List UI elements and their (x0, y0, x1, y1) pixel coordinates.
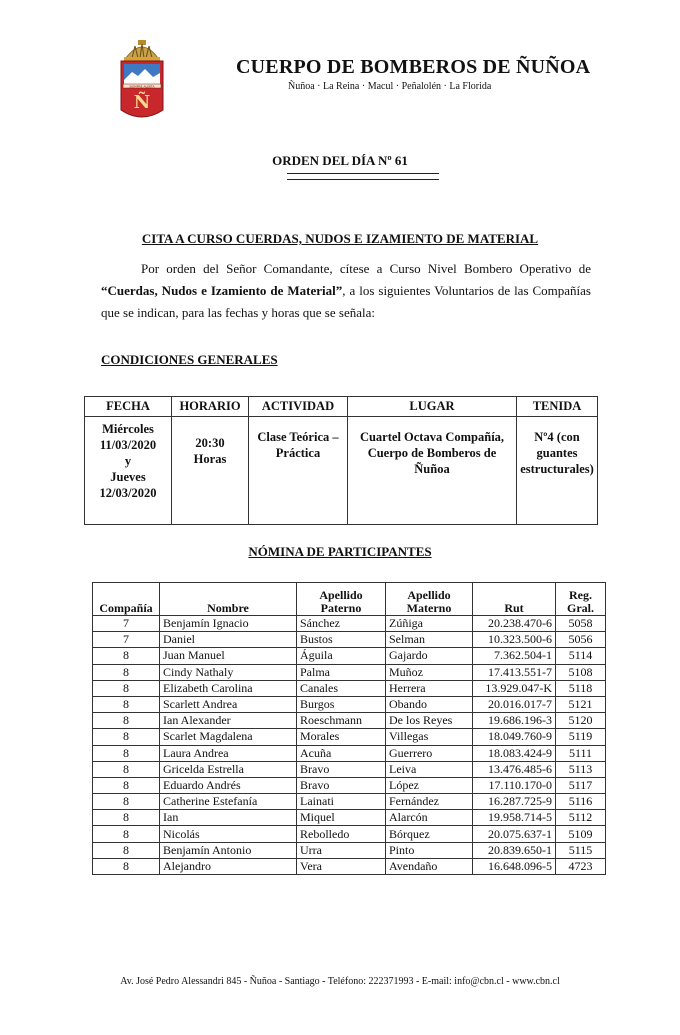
cell-paterno: Bravo (297, 777, 386, 793)
table-row (93, 680, 606, 696)
cell-rut: 16.648.096-5 (473, 858, 556, 874)
table-row (93, 648, 606, 664)
cell-tenida: Nº4 (con guantes estructurales) (517, 417, 598, 525)
cell-nombre: Ian (160, 810, 297, 826)
cell-materno: Muñoz (386, 664, 473, 680)
cell-compania: 7 (93, 616, 160, 632)
cell-paterno: Urra (297, 842, 386, 858)
cell-materno: Obando (386, 696, 473, 712)
cell-horario: 20:30 Horas (172, 417, 249, 525)
logo-motto: SIEMPRE ALERTA (129, 84, 155, 89)
cell-rut: 13.476.485-6 (473, 761, 556, 777)
cell-compania: 8 (93, 826, 160, 842)
cell-rut: 20.016.017-7 (473, 696, 556, 712)
cell-rut: 20.238.470-6 (473, 616, 556, 632)
fire-department-crest-logo (118, 38, 166, 124)
table-row (93, 858, 606, 874)
cell-rut: 16.287.725-9 (473, 794, 556, 810)
table-row (93, 842, 606, 858)
table-row (93, 664, 606, 680)
cell-nombre: Juan Manuel (160, 648, 297, 664)
cell-reg: 5115 (556, 842, 606, 858)
cell-paterno: Palma (297, 664, 386, 680)
cell-compania: 8 (93, 648, 160, 664)
cell-nombre: Elizabeth Carolina (160, 680, 297, 696)
cell-materno: Alarcón (386, 810, 473, 826)
cell-compania: 8 (93, 858, 160, 874)
organization-name: CUERPO DE BOMBEROS DE ÑUÑOA (236, 56, 591, 78)
cell-nombre: Ian Alexander (160, 713, 297, 729)
cell-reg: 5120 (556, 713, 606, 729)
cell-reg: 5112 (556, 810, 606, 826)
cell-paterno: Lainati (297, 794, 386, 810)
header-actividad: ACTIVIDAD (249, 397, 348, 417)
cell-rut: 19.958.714-5 (473, 810, 556, 826)
header-paterno: Apellido Paterno (297, 583, 386, 616)
cell-compania: 8 (93, 745, 160, 761)
participants-heading: NÓMINA DE PARTICIPANTES (248, 544, 432, 559)
cell-paterno: Vera (297, 858, 386, 874)
cell-reg: 5118 (556, 680, 606, 696)
cell-nombre: Scarlet Magdalena (160, 729, 297, 745)
cell-nombre: Laura Andrea (160, 745, 297, 761)
cell-nombre: Catherine Estefanía (160, 794, 297, 810)
table-row (93, 794, 606, 810)
cell-nombre: Cindy Nathaly (160, 664, 297, 680)
cell-reg: 5058 (556, 616, 606, 632)
cell-nombre: Scarlett Andrea (160, 696, 297, 712)
cell-rut: 17.110.170-0 (473, 777, 556, 793)
cell-materno: De los Reyes (386, 713, 473, 729)
cell-nombre: Daniel (160, 632, 297, 648)
order-title: ORDEN DEL DÍA Nº 61 (272, 153, 408, 168)
cell-compania: 8 (93, 842, 160, 858)
table-row (93, 777, 606, 793)
conditions-row (85, 417, 598, 525)
table-row (93, 632, 606, 648)
cell-compania: 8 (93, 680, 160, 696)
cell-nombre: Eduardo Andrés (160, 777, 297, 793)
header-nombre: Nombre (160, 583, 297, 616)
table-row (93, 745, 606, 761)
cell-rut: 18.049.760-9 (473, 729, 556, 745)
cell-reg: 5116 (556, 794, 606, 810)
header-tenida: TENIDA (517, 397, 598, 417)
cell-materno: Herrera (386, 680, 473, 696)
cell-paterno: Bustos (297, 632, 386, 648)
paragraph-course-name: “Cuerdas, Nudos e Izamiento de Material” (101, 283, 343, 298)
cell-reg: 5109 (556, 826, 606, 842)
conditions-heading: CONDICIONES GENERALES (101, 352, 278, 367)
cell-paterno: Miquel (297, 810, 386, 826)
cell-nombre: Benjamín Antonio (160, 842, 297, 858)
cell-materno: Guerrero (386, 745, 473, 761)
logo-letter: Ñ (133, 92, 151, 113)
header-horario: HORARIO (172, 397, 249, 417)
cell-compania: 8 (93, 696, 160, 712)
cell-paterno: Sánchez (297, 616, 386, 632)
cell-nombre: Alejandro (160, 858, 297, 874)
cell-compania: 8 (93, 777, 160, 793)
cell-rut: 17.413.551-7 (473, 664, 556, 680)
cell-reg: 5056 (556, 632, 606, 648)
cell-paterno: Canales (297, 680, 386, 696)
cell-fecha: Miércoles 11/03/2020 y Jueves 12/03/2020 (85, 417, 172, 525)
cell-materno: Avendaño (386, 858, 473, 874)
participants-header-row (93, 583, 606, 616)
cell-reg: 5117 (556, 777, 606, 793)
header-reg: Reg. Gral. (556, 583, 606, 616)
cell-nombre: Nicolás (160, 826, 297, 842)
table-row (93, 761, 606, 777)
cell-compania: 8 (93, 810, 160, 826)
cell-reg: 5114 (556, 648, 606, 664)
cell-paterno: Roeschmann (297, 713, 386, 729)
participants-table (92, 582, 606, 875)
cell-reg: 5121 (556, 696, 606, 712)
cell-nombre: Benjamín Ignacio (160, 616, 297, 632)
cell-rut: 13.929.047-K (473, 680, 556, 696)
header-fecha: FECHA (85, 397, 172, 417)
cell-materno: Gajardo (386, 648, 473, 664)
cell-reg: 5119 (556, 729, 606, 745)
order-paragraph (101, 258, 591, 324)
subject-heading: CITA A CURSO CUERDAS, NUDOS E IZAMIENTO DE MATERIAL (141, 231, 539, 246)
table-row (93, 810, 606, 826)
cell-rut: 20.839.650-1 (473, 842, 556, 858)
cell-reg: 5113 (556, 761, 606, 777)
table-row (93, 713, 606, 729)
cell-materno: Villegas (386, 729, 473, 745)
table-row (93, 826, 606, 842)
cell-compania: 8 (93, 794, 160, 810)
conditions-table (84, 396, 598, 525)
cell-rut: 10.323.500-6 (473, 632, 556, 648)
cell-materno: Selman (386, 632, 473, 648)
cell-paterno: Morales (297, 729, 386, 745)
cell-paterno: Bravo (297, 761, 386, 777)
cell-compania: 8 (93, 761, 160, 777)
cell-compania: 8 (93, 664, 160, 680)
cell-compania: 8 (93, 713, 160, 729)
cell-paterno: Águila (297, 648, 386, 664)
table-row (93, 616, 606, 632)
cell-paterno: Acuña (297, 745, 386, 761)
cell-rut: 7.362.504-1 (473, 648, 556, 664)
header-materno: Apellido Materno (386, 583, 473, 616)
header-compania: Compañía (93, 583, 160, 616)
organization-communes: Ñuñoa · La Reina · Macul · Peñalolén · La Florida (288, 81, 492, 92)
table-row (93, 729, 606, 745)
cell-materno: Fernández (386, 794, 473, 810)
cell-rut: 18.083.424-9 (473, 745, 556, 761)
cell-reg: 4723 (556, 858, 606, 874)
cell-compania: 7 (93, 632, 160, 648)
participants-body (93, 616, 606, 875)
paragraph-part-2: , a los siguientes Voluntarios de las Compañías que se indican, para las fechas y horas que se señala: (101, 283, 591, 320)
cell-actividad: Clase Teórica – Práctica (249, 417, 348, 525)
header-rut: Rut (473, 583, 556, 616)
cell-lugar: Cuartel Octava Compañía, Cuerpo de Bomberos de Ñuñoa (348, 417, 517, 525)
cell-nombre: Gricelda Estrella (160, 761, 297, 777)
cell-paterno: Rebolledo (297, 826, 386, 842)
cell-compania: 8 (93, 729, 160, 745)
paragraph-part-1: Por orden del Señor Comandante, cítese a Curso Nivel Bombero Operativo de (141, 261, 591, 276)
cell-paterno: Burgos (297, 696, 386, 712)
cell-rut: 20.075.637-1 (473, 826, 556, 842)
cell-materno: Bórquez (386, 826, 473, 842)
cell-reg: 5111 (556, 745, 606, 761)
table-row (93, 696, 606, 712)
cell-materno: Leiva (386, 761, 473, 777)
footer-contact: Av. José Pedro Alessandri 845 - Ñuñoa - Santiago - Teléfono: 222371993 - E-mail: info@cbn.cl - www.cbn.cl (120, 976, 560, 987)
cell-rut: 19.686.196-3 (473, 713, 556, 729)
cell-reg: 5108 (556, 664, 606, 680)
title-double-underline (287, 173, 439, 180)
header-lugar: LUGAR (348, 397, 517, 417)
cell-materno: Zúñiga (386, 616, 473, 632)
cell-materno: López (386, 777, 473, 793)
conditions-header-row (85, 397, 598, 417)
cell-materno: Pinto (386, 842, 473, 858)
